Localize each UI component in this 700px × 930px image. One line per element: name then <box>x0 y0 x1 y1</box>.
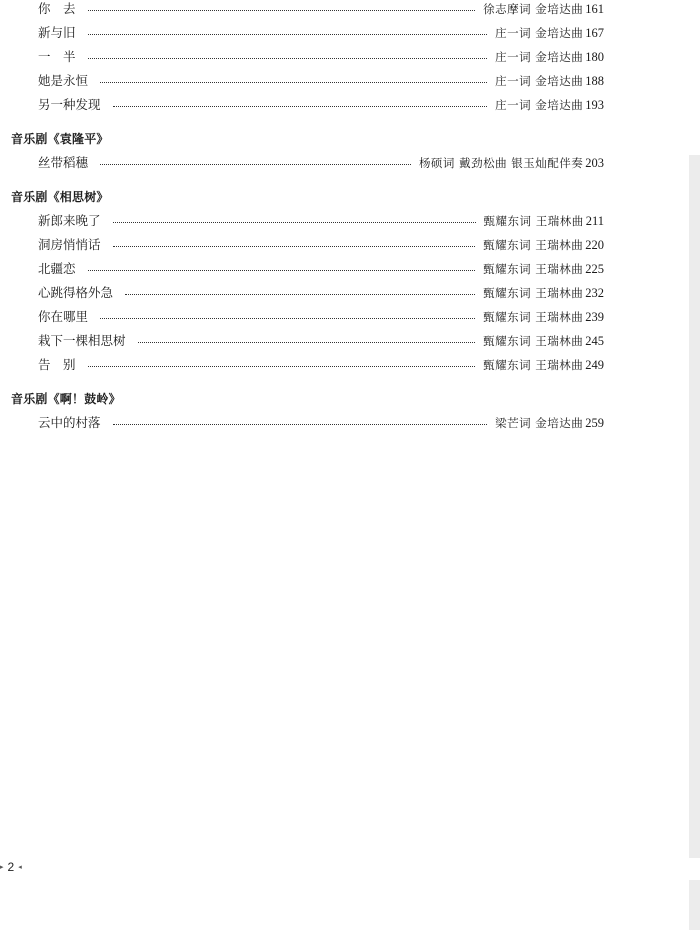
entry-title: 她是永恒 <box>38 73 89 88</box>
page-number-footer <box>0 860 22 874</box>
page-number: 2 <box>7 860 15 874</box>
entry-credit: 庄一词 金培达曲 <box>495 74 584 88</box>
entry-title: 告 别 <box>38 357 76 372</box>
entry-page-number: 161 <box>585 2 604 16</box>
entry-credit: 甄耀东词 王瑞林曲 <box>483 214 584 228</box>
entry-title: 洞房悄悄话 <box>38 237 101 252</box>
page-edge-shade <box>689 880 700 930</box>
toc-entry[interactable] <box>38 25 604 41</box>
entry-credit: 庄一词 金培达曲 <box>495 26 584 40</box>
leader-dots <box>88 269 476 271</box>
toc-entry[interactable] <box>38 1 604 17</box>
entry-page-number: 249 <box>585 358 604 372</box>
entry-page-number: 245 <box>585 334 604 348</box>
entry-title: 另一种发现 <box>38 97 101 112</box>
leader-dots <box>88 365 476 367</box>
toc-entry[interactable] <box>38 213 604 229</box>
entry-title: 你 去 <box>38 1 76 16</box>
entry-page-number: 259 <box>585 416 604 430</box>
entry-credit: 梁芒词 金培达曲 <box>495 416 584 430</box>
toc-entry[interactable] <box>38 49 604 65</box>
entry-title: 北疆恋 <box>38 261 76 276</box>
left-ornament-icon: ▸ <box>0 864 4 871</box>
leader-dots <box>88 9 476 11</box>
toc-entry[interactable] <box>38 309 604 325</box>
toc-entry[interactable] <box>38 155 604 171</box>
toc-entry[interactable] <box>38 237 604 253</box>
entry-page-number: 211 <box>585 214 604 228</box>
page-edge-shade <box>689 155 700 858</box>
leader-dots <box>88 33 488 35</box>
toc-entry[interactable] <box>38 333 604 349</box>
leader-dots <box>100 163 411 165</box>
entry-title: 你在哪里 <box>38 309 89 324</box>
entry-page-number: 220 <box>585 238 604 252</box>
toc-entry[interactable] <box>38 285 604 301</box>
entry-credit: 甄耀东词 王瑞林曲 <box>483 334 584 348</box>
entry-page-number: 239 <box>585 310 604 324</box>
toc-entry[interactable] <box>38 97 604 113</box>
entry-credit: 庄一词 金培达曲 <box>495 50 584 64</box>
entry-title: 一 半 <box>38 49 76 64</box>
leader-dots <box>138 341 476 343</box>
entry-page-number: 193 <box>585 98 604 112</box>
leader-dots <box>125 293 475 295</box>
leader-dots <box>100 317 475 319</box>
right-ornament-icon: ◂ <box>18 864 22 871</box>
section-heading: 音乐剧《啊！鼓岭》 <box>11 392 121 406</box>
leader-dots <box>113 105 488 107</box>
toc-entry[interactable] <box>38 415 604 431</box>
entry-page-number: 232 <box>585 286 604 300</box>
entry-credit: 甄耀东词 王瑞林曲 <box>483 286 584 300</box>
section-heading: 音乐剧《袁隆平》 <box>11 132 109 146</box>
entry-credit: 杨硕词 戴劲松曲 银玉灿配伴奏 <box>418 156 584 170</box>
entry-title: 新郎来晚了 <box>38 213 101 228</box>
entry-page-number: 225 <box>585 262 604 276</box>
leader-dots <box>88 57 488 59</box>
entry-title: 心跳得格外急 <box>38 285 114 300</box>
leader-dots <box>113 423 488 425</box>
leader-dots <box>113 221 476 223</box>
entry-credit: 甄耀东词 王瑞林曲 <box>483 238 584 252</box>
entry-credit: 甄耀东词 王瑞林曲 <box>483 358 584 372</box>
entry-title: 栽下一棵相思树 <box>38 333 126 348</box>
entry-title: 云中的村落 <box>38 415 101 430</box>
toc-entry[interactable] <box>38 73 604 89</box>
leader-dots <box>100 81 487 83</box>
entry-page-number: 203 <box>585 156 604 170</box>
entry-title: 新与旧 <box>38 25 76 40</box>
toc-entry[interactable] <box>38 357 604 373</box>
entry-page-number: 180 <box>585 50 604 64</box>
entry-page-number: 188 <box>585 74 604 88</box>
entry-credit: 徐志摩词 金培达曲 <box>483 2 584 16</box>
section-heading: 音乐剧《相思树》 <box>11 190 109 204</box>
entry-credit: 甄耀东词 王瑞林曲 <box>483 310 584 324</box>
toc-entry[interactable] <box>38 261 604 277</box>
entry-credit: 庄一词 金培达曲 <box>495 98 584 112</box>
entry-page-number: 167 <box>585 26 604 40</box>
leader-dots <box>113 245 476 247</box>
entry-title: 丝带稻穗 <box>38 155 89 170</box>
entry-credit: 甄耀东词 王瑞林曲 <box>483 262 584 276</box>
